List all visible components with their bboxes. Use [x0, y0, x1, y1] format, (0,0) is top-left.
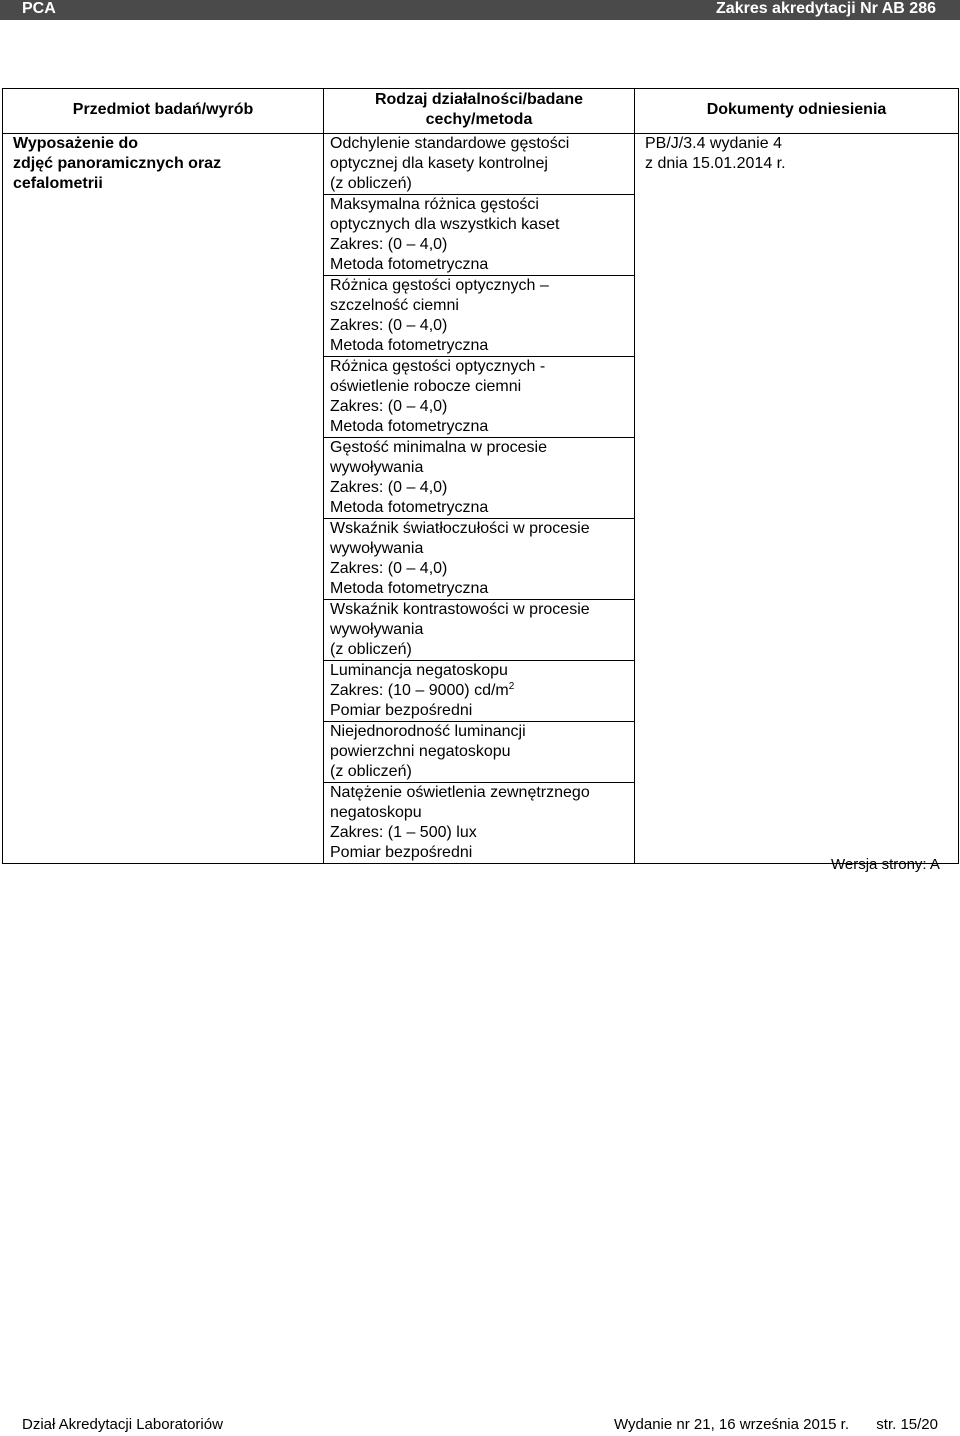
method-line: szczelność ciemni	[330, 297, 459, 314]
method-line: Zakres: (0 – 4,0)	[330, 236, 448, 253]
method-line: optycznych dla wszystkich kaset	[330, 216, 560, 233]
method-entry	[324, 721, 634, 782]
method-entry	[324, 437, 634, 518]
method-line: Gęstość minimalna w procesie	[330, 439, 547, 456]
method-entry	[324, 356, 634, 437]
method-line: (z obliczeń)	[330, 175, 412, 192]
header-docs	[635, 89, 959, 134]
method-line: Natężenie oświetlenia zewnętrznego	[330, 784, 590, 801]
method-line: Maksymalna różnica gęstości	[330, 196, 539, 213]
header-subject	[3, 89, 324, 134]
header-docs-text: Dokumenty odniesienia	[706, 101, 887, 118]
methods-cell	[324, 134, 635, 864]
header-method	[324, 89, 635, 134]
method-entry	[324, 275, 634, 356]
footer-department: Dział Akredytacji Laboratoriów	[22, 1416, 223, 1433]
method-line: Metoda fotometryczna	[330, 418, 489, 435]
method-line: Pomiar bezpośredni	[330, 702, 473, 719]
method-entry	[324, 599, 634, 660]
method-line: Odchylenie standardowe gęstości	[330, 135, 570, 152]
method-line: Metoda fotometryczna	[330, 256, 489, 273]
method-line: negatoskopu	[330, 804, 422, 821]
method-line: Metoda fotometryczna	[330, 499, 489, 516]
header-left-label: PCA	[22, 0, 56, 17]
method-line: Zakres: (1 – 500) lux	[330, 824, 477, 841]
footer-edition: Wydanie nr 21, 16 września 2015 r.	[614, 1416, 849, 1433]
page-footer	[22, 1415, 938, 1435]
method-entry	[324, 134, 634, 194]
table-header-row	[3, 89, 959, 134]
method-entry	[324, 660, 634, 721]
method-line: Metoda fotometryczna	[330, 580, 489, 597]
method-line: (z obliczeń)	[330, 641, 412, 658]
method-line: Różnica gęstości optycznych -	[330, 358, 546, 375]
subject-line: zdjęć panoramicznych oraz	[13, 155, 222, 172]
docs-cell	[635, 134, 959, 864]
method-line: Zakres: (10 – 9000) cd/m	[330, 682, 509, 699]
method-line: Pomiar bezpośredni	[330, 844, 473, 861]
method-line: Wskaźnik światłoczułości w procesie	[330, 520, 590, 537]
method-line: powierzchni negatoskopu	[330, 743, 511, 760]
page-version-label: Wersja strony: A	[831, 856, 940, 873]
method-entry	[324, 782, 634, 863]
method-line: wywoływania	[330, 621, 424, 638]
method-entry	[324, 194, 634, 275]
header-subject-text: Przedmiot badań/wyrób	[72, 101, 254, 118]
header-right-label: Zakres akredytacji Nr AB 286	[716, 0, 936, 17]
doc-line: PB/J/3.4 wydanie 4	[645, 135, 782, 152]
method-line: oświetlenie robocze ciemni	[330, 378, 522, 395]
unit-superscript: 2	[508, 681, 515, 692]
table-row	[3, 134, 959, 864]
page-header-bar	[0, 0, 960, 20]
methods-list	[324, 134, 634, 863]
accreditation-table	[2, 88, 959, 864]
header-method-line2: cechy/metoda	[425, 111, 533, 128]
method-line: (z obliczeń)	[330, 763, 412, 780]
method-line: Luminancja negatoskopu	[330, 662, 508, 679]
method-line: Metoda fotometryczna	[330, 337, 489, 354]
subject-line: Wyposażenie do	[13, 135, 139, 152]
footer-page-number: str. 15/20	[876, 1416, 938, 1433]
method-line: Wskaźnik kontrastowości w procesie	[330, 601, 590, 618]
method-entry	[324, 518, 634, 599]
method-line: optycznej dla kasety kontrolnej	[330, 155, 548, 172]
method-line: wywoływania	[330, 459, 424, 476]
doc-line: z dnia 15.01.2014 r.	[645, 155, 786, 172]
subject-cell	[3, 134, 324, 864]
method-line: Różnica gęstości optycznych –	[330, 277, 549, 294]
method-line: Zakres: (0 – 4,0)	[330, 317, 448, 334]
method-line: Zakres: (0 – 4,0)	[330, 560, 448, 577]
method-line: Niejednorodność luminancji	[330, 723, 526, 740]
method-line: wywoływania	[330, 540, 424, 557]
header-method-line1: Rodzaj działalności/badane	[374, 91, 584, 108]
subject-line: cefalometrii	[13, 175, 103, 192]
method-line: Zakres: (0 – 4,0)	[330, 479, 448, 496]
method-line: Zakres: (0 – 4,0)	[330, 398, 448, 415]
